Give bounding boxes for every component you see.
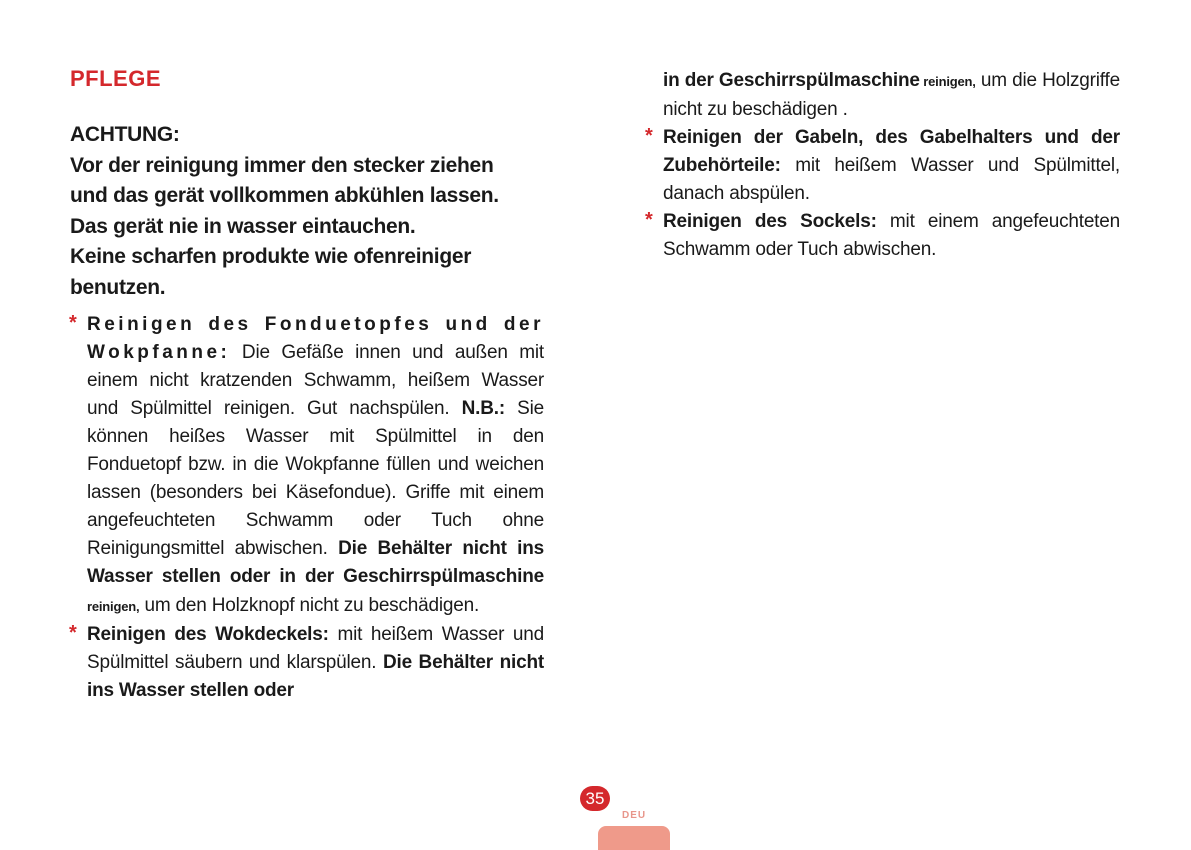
warning-line-1: Vor der reinigung immer den stecker ziehen <box>70 153 494 177</box>
continuation-text <box>646 67 1120 124</box>
bullet-title: Reinigen des Sockels: <box>663 211 877 232</box>
bullet-title: Reinigen des Fonduetopfes und der Wokpfanne: <box>87 314 544 363</box>
bullet-star-icon: * <box>645 209 653 231</box>
bullet-text <box>663 208 1120 264</box>
warning-line-2: und das gerät vollkommen abkühlen lassen. <box>70 184 499 207</box>
bullet-sockel <box>646 208 1120 264</box>
bullet-title: Reinigen des Wokdeckels: <box>87 624 329 645</box>
bullet-text <box>87 621 544 705</box>
bullet-gabeln <box>646 124 1120 208</box>
warning-line-3: Das gerät nie in wasser eintauchen. <box>70 214 416 238</box>
continuation-small: reinigen, <box>919 74 976 89</box>
bullet-star-icon: * <box>69 622 77 644</box>
page-number: 35 <box>580 786 610 811</box>
warning-block <box>70 120 544 303</box>
bullet-body: Die Gefäße innen und außen mit einem nicht kratzenden Schwamm, heißem Wasser und Spülmittel reinigen. Gut nachspülen. <box>87 342 544 419</box>
continuation-paragraph <box>663 67 1120 124</box>
bullet-body: mit heißem Wasser und Spülmittel, danach abspülen. <box>663 155 1120 204</box>
left-bullet-list <box>70 311 544 705</box>
bullet-text <box>87 311 544 621</box>
continuation-body: um die Holzgriffe nicht zu beschädigen . <box>663 70 1120 120</box>
bullet-text <box>663 124 1120 208</box>
section-title: PFLEGE <box>70 66 162 91</box>
language-tab <box>598 826 670 850</box>
bullet-warning-end: um den Holzknopf nicht zu beschädigen. <box>139 595 480 616</box>
bullet-title: Reinigen der Gabeln, des Gabelhalters und der Zubehörteile: <box>663 127 1120 176</box>
bullet-star-icon: * <box>645 125 653 147</box>
warning-line-4: Keine scharfen produkte wie ofenreiniger <box>70 245 472 268</box>
nb-text: Sie können heißes Wasser mit Spülmittel in den Fonduetopf bzw. in die Wokpfanne füllen und weichen lassen (besonders bei Käsefondue). Griffe mit einem angefeuchteten Schwamm oder Tuch ohne Reinigungsmittel abwischen. <box>87 398 544 559</box>
right-bullet-list <box>646 67 1120 264</box>
bullet-body: mit einem angefeuchteten Schwamm oder Tuch abwischen. <box>663 211 1120 260</box>
nb-label: N.B.: <box>461 398 505 419</box>
bullet-body: mit heißem Wasser und Spülmittel säubern und klarspülen. <box>87 624 544 673</box>
bullet-warning: Die Behälter nicht ins Wasser stellen oder <box>87 652 544 701</box>
warning-heading: ACHTUNG: <box>70 123 180 146</box>
bullet-star-icon: * <box>69 312 77 334</box>
bullet-warning-small: reinigen, <box>87 599 140 614</box>
warning-line-5: benutzen. <box>70 275 166 299</box>
language-code: DEU <box>622 810 647 821</box>
bullet-fonduetopf <box>70 311 544 621</box>
continuation-bold: in der Geschirrspülmaschine <box>663 70 920 91</box>
bullet-warning: Die Behälter nicht ins Wasser stellen oder in der Geschirrspülmaschine <box>87 538 544 587</box>
bullet-wokdeckel <box>70 621 544 705</box>
